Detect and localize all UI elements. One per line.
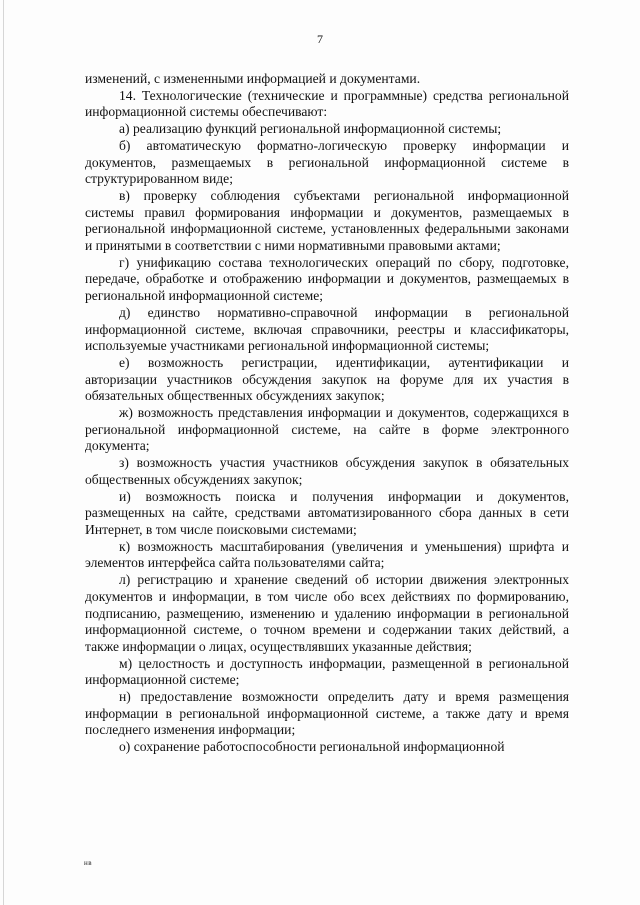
list-item-d: д) единство нормативно-справочной информации в региональной информационной системе, включая справочники, реестры и классификаторы, используемые участниками региональной информационной системы; [85,304,569,354]
list-item-b: б) автоматическую форматно-логическую проверку информации и документов, размещаемых в региональной информационной системе в структурированном виде; [85,137,569,187]
list-item-v: в) проверку соблюдения субъектами региональной информационной системы правил формирования информации и документов, размещаемых в региональной информационной системе, установленных федеральными законами и принятыми в соответствии с ними нормативными правовыми актами; [85,187,569,254]
list-item-z: з) возможность участия участников обсуждения закупок в обязательных общественных обсуждениях закупок; [85,455,569,487]
list-item-zh: ж) возможность представления информации и документов, содержащихся в региональной информационной системе, на сайте в форме электронного документа; [85,405,569,454]
footer-code: нв [84,859,93,867]
list-item-a: а) реализацию функций региональной информационной системы; [119,121,502,137]
document-body [85,71,569,756]
list-item-g: г) унификацию состава технологических операций по сбору, подготовке, передаче, обработке и отображению информации и документов, размещаемых в региональной информационной системе; [85,254,569,304]
paragraph-continuation: изменений, с измененными информацией и документами. [85,71,421,86]
list-item-l: л) регистрацию и хранение сведений об истории движения электронных документов и информации, в том числе обо всех действиях по формированию, подписанию, размещению, изменению и удалению информации в региональной информационной системе, о точном времени и содержании таких действий, а также информации о лицах, осуществлявших указанные действия; [85,572,569,654]
list-item-m: м) целостность и доступность информации, размещенной в региональной информационной системе; [85,655,569,688]
list-item-n: н) предоставление возможности определить дату и время размещения информации в региональной информационной системе, а также дату и время последнего изменения информации; [85,689,569,738]
list-item-e: е) возможность регистрации, идентификации, аутентификации и авторизации участников обсуждения закупок на форуме для их участия в обязательных общественных обсуждениях закупок; [85,354,569,404]
list-item-k: к) возможность масштабирования (увеличения и уменьшения) шрифта и элементов интерфейса сайта пользователями сайта; [85,538,569,571]
paragraph-clause-14: 14. Технологические (технические и программные) средства региональной информационной системы обеспечивают: [85,87,569,120]
list-item-o: о) сохранение работоспособности региональной информационной [119,739,505,755]
list-item-i: и) возможность поиска и получения информации и документов, размещенных на сайте, средствами автоматизированного сбора данных в сети Интернет, в том числе поисковыми системами; [85,488,569,537]
page-number: 7 [317,32,323,46]
